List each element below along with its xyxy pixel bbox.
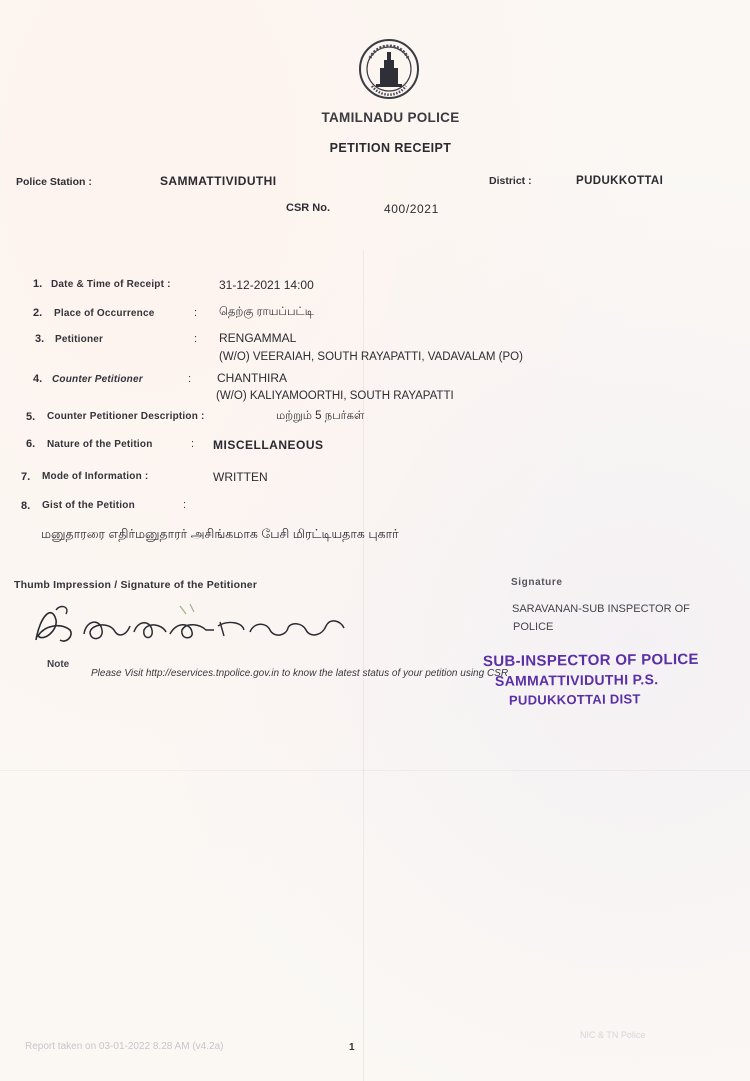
row-label-petitioner: Petitioner — [55, 334, 104, 345]
officer-name-line1: SARAVANAN-SUB INSPECTOR OF — [512, 603, 690, 615]
row-colon: : — [188, 373, 192, 385]
row-value-counter-petitioner-description: மற்றும் 5 நபர்கள் — [276, 410, 365, 422]
row-value-petitioner-address: (W/O) VEERAIAH, SOUTH RAYAPATTI, VADAVALAM (PO) — [219, 351, 523, 363]
row-label-date-time: Date & Time of Receipt : — [51, 279, 171, 290]
official-stamp-line3: PUDUKKOTTAI DIST — [508, 691, 641, 708]
row-colon: : — [191, 438, 195, 450]
note-label: Note — [47, 659, 70, 670]
row-colon: : — [194, 333, 198, 345]
district-value: PUDUKKOTTAI — [576, 175, 664, 187]
row-number: 8. — [21, 500, 31, 512]
row-label-nature: Nature of the Petition — [47, 439, 153, 450]
document-title: PETITION RECEIPT — [329, 141, 452, 155]
footer-right-text: NIC & TN Police — [580, 1030, 646, 1040]
row-value-petitioner: RENGAMMAL — [219, 331, 297, 345]
row-number: 6. — [26, 438, 36, 450]
row-colon: : — [183, 499, 187, 511]
row-number: 3. — [35, 333, 45, 345]
paper-fold — [0, 770, 750, 771]
row-colon: : — [194, 307, 198, 319]
official-stamp-line1: SUB-INSPECTOR OF POLICE — [482, 650, 699, 671]
officer-signature-label: Signature — [511, 577, 563, 588]
csr-label: CSR No. — [286, 202, 330, 214]
petitioner-handwritten-signature — [30, 596, 350, 652]
org-name: TAMILNADU POLICE — [321, 110, 460, 125]
row-number: 5. — [26, 411, 36, 423]
row-value-nature: MISCELLANEOUS — [213, 438, 324, 452]
row-label-counter-petitioner: Counter Petitioner — [52, 374, 143, 385]
row-label-mode: Mode of Information : — [42, 471, 149, 482]
row-value-counter-petitioner: CHANTHIRA — [217, 371, 288, 385]
note-text: Please Visit http://eservices.tnpolice.gov.in to know the latest status of your petition using CSR — [91, 668, 509, 679]
page-number: 1 — [349, 1042, 355, 1053]
gist-text: மனுதாரரை எதிர்மனுதாரர் அசிங்கமாக பேசி மிரட்டியதாக புகார் — [41, 527, 399, 541]
report-footer: Report taken on 03-01-2022 8.28 AM (v4.2a) — [25, 1041, 224, 1052]
row-value-counter-petitioner-address: (W/O) KALIYAMOORTHI, SOUTH RAYAPATTI — [216, 390, 454, 402]
row-number: 1. — [33, 278, 43, 290]
paper-fold — [363, 250, 364, 1081]
csr-value: 400/2021 — [384, 202, 439, 216]
district-label: District : — [489, 175, 532, 187]
officer-name-line2: POLICE — [513, 621, 554, 633]
row-number: 2. — [33, 307, 43, 319]
row-label-place: Place of Occurrence — [54, 308, 155, 319]
police-station-value: SAMMATTIVIDUTHI — [160, 174, 277, 188]
row-value-place: தெற்கு ராயப்பட்டி — [219, 306, 314, 318]
row-number: 7. — [21, 471, 31, 483]
police-station-label: Police Station : — [16, 176, 92, 188]
official-stamp-line2: SAMMATTIVIDUTHI P.S. — [494, 671, 659, 689]
row-label-counter-petitioner-description: Counter Petitioner Description : — [47, 411, 205, 422]
row-label-gist: Gist of the Petition — [42, 500, 135, 511]
row-value-mode: WRITTEN — [213, 470, 268, 484]
row-number: 4. — [33, 373, 43, 385]
row-value-date-time: 31-12-2021 14:00 — [219, 278, 314, 292]
tamilnadu-police-emblem-icon — [358, 38, 420, 100]
petitioner-signature-label: Thumb Impression / Signature of the Petitioner — [14, 579, 258, 591]
